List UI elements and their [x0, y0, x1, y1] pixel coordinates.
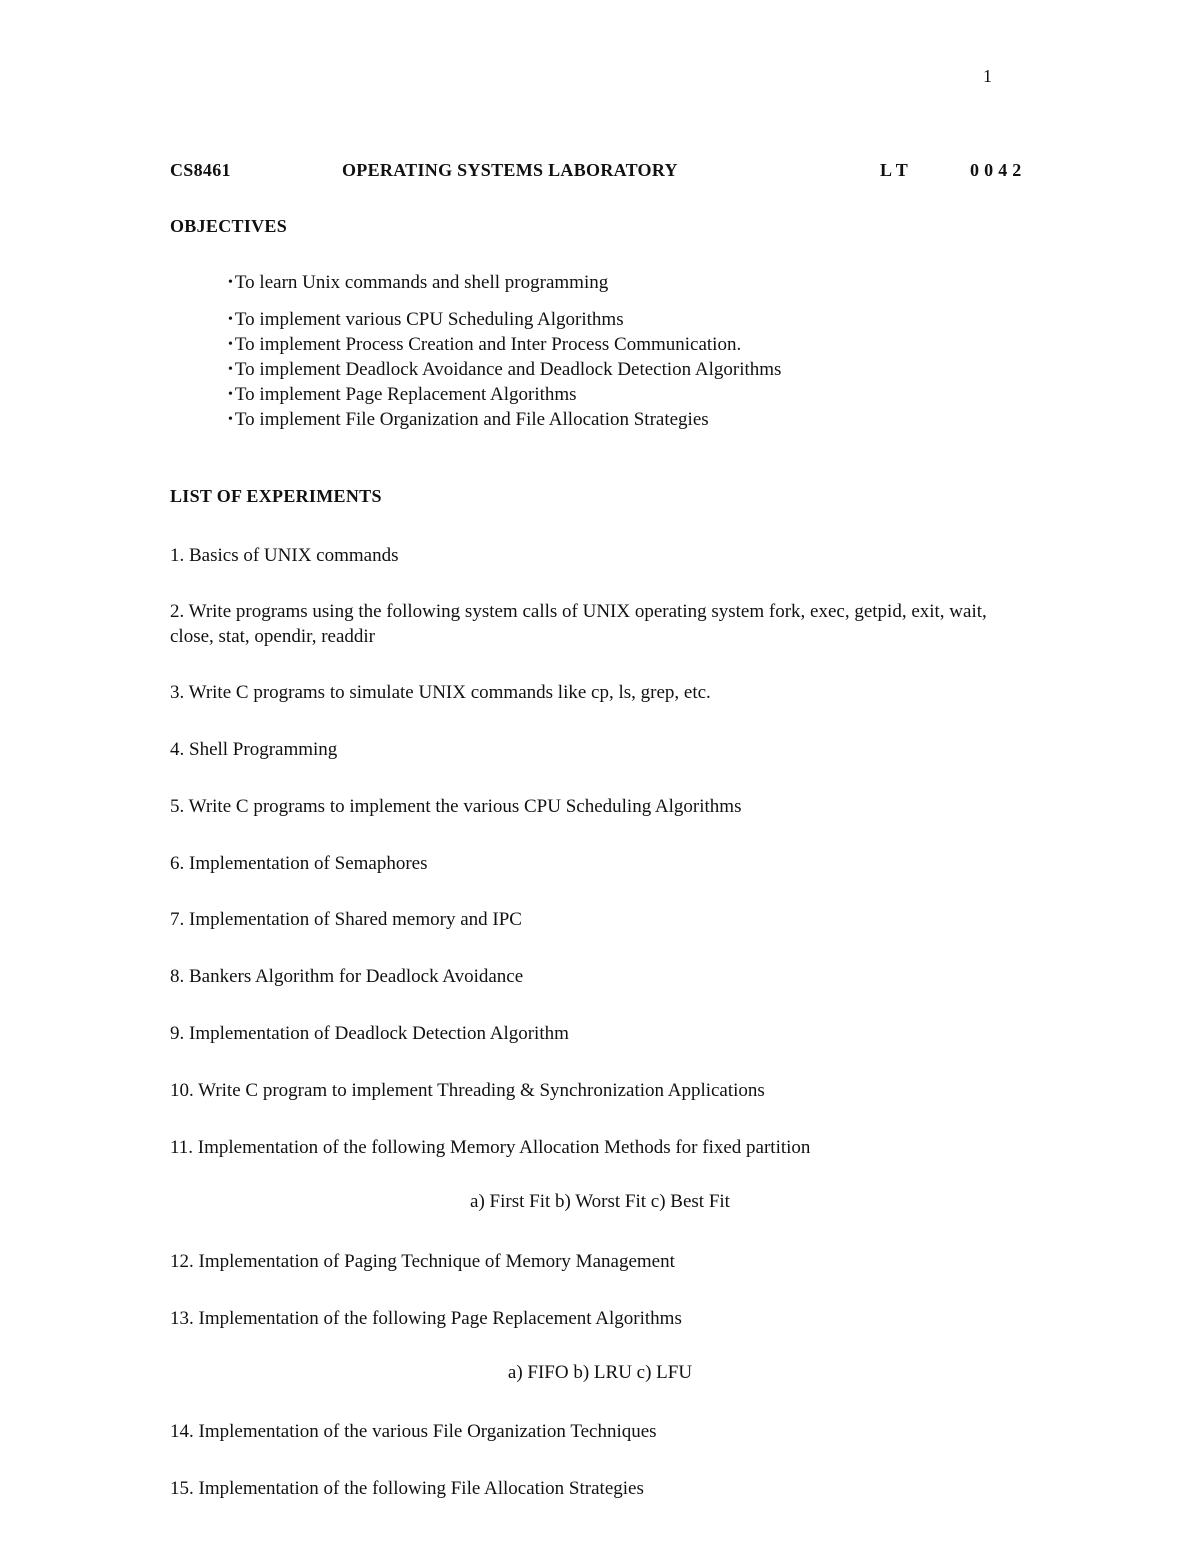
bullet-icon: • [228, 362, 233, 377]
experiment-item: 6. Implementation of Semaphores [170, 853, 428, 874]
objective-text: To implement various CPU Scheduling Algorithms [234, 309, 624, 330]
experiment-item: 8. Bankers Algorithm for Deadlock Avoidance [170, 966, 524, 987]
experiment-item: 11. Implementation of the following Memory Allocation Methods for fixed partition [170, 1137, 811, 1158]
course-header [0, 160, 1200, 184]
course-title: OPERATING SYSTEMS LABORATORY [342, 160, 678, 180]
objective-item [228, 409, 709, 431]
experiment-item: 4. Shell Programming [170, 739, 338, 760]
experiment-item: 7. Implementation of Shared memory and IPC [170, 909, 522, 930]
objective-text: To learn Unix commands and shell programming [234, 272, 609, 293]
objective-text: To implement Page Replacement Algorithms [234, 384, 577, 405]
page-number: 1 [983, 66, 992, 86]
memory-allocation-options: a) First Fit b) Worst Fit c) Best Fit [470, 1191, 730, 1212]
page-replacement-options: a) FIFO b) LRU c) LFU [507, 1362, 693, 1383]
experiment-item: 5. Write C programs to implement the various CPU Scheduling Algorithms [170, 796, 742, 817]
objective-text: To implement File Organization and File Allocation Strategies [234, 409, 709, 430]
course-code: CS8461 [170, 160, 231, 180]
experiment-item: 10. Write C program to implement Threading & Synchronization Applications [170, 1080, 765, 1101]
course-credits: 0 0 4 2 [970, 160, 1022, 180]
objective-item [228, 384, 577, 406]
experiment-item: 3. Write C programs to simulate UNIX commands like cp, ls, grep, etc. [170, 682, 711, 703]
experiment-item: 13. Implementation of the following Page Replacement Algorithms [170, 1308, 682, 1329]
bullet-icon: • [228, 312, 233, 327]
objective-item [228, 309, 624, 331]
experiments-heading: LIST OF EXPERIMENTS [170, 486, 382, 506]
experiment-item: 14. Implementation of the various File Organization Techniques [170, 1421, 657, 1442]
experiment-item: 2. Write programs using the following system calls of UNIX operating system fork, exec, getpid, exit, wait, close, stat, opendir, readdir [170, 601, 987, 647]
bullet-icon: • [228, 275, 233, 290]
bullet-icon: • [228, 337, 233, 352]
experiment-item: 9. Implementation of Deadlock Detection Algorithm [170, 1023, 569, 1044]
objectives-heading: OBJECTIVES [170, 216, 288, 236]
objective-item [228, 334, 741, 356]
objective-item [228, 272, 608, 294]
bullet-icon: • [228, 387, 233, 402]
objective-text: To implement Deadlock Avoidance and Deadlock Detection Algorithms [234, 359, 782, 380]
lecture-tutorial-label: L T [880, 160, 909, 180]
experiment-item: 12. Implementation of Paging Technique of Memory Management [170, 1251, 675, 1272]
objective-text: To implement Process Creation and Inter Process Communication. [234, 334, 742, 355]
bullet-icon: • [228, 412, 233, 427]
experiment-item: 15. Implementation of the following File Allocation Strategies [170, 1478, 644, 1499]
objective-item [228, 359, 781, 381]
experiment-item: 1. Basics of UNIX commands [170, 545, 399, 566]
